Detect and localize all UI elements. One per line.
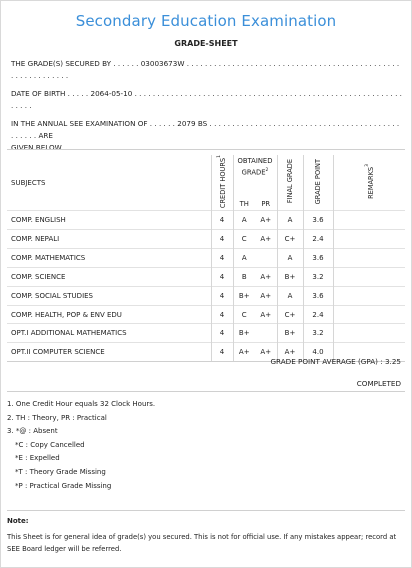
grade-point: 3.2: [303, 267, 333, 286]
pr-header: PR: [261, 200, 271, 209]
divider: [7, 149, 405, 150]
grade-point: 3.2: [303, 324, 333, 343]
grade-point: 4.0: [303, 343, 333, 362]
theory-grade: A: [233, 248, 255, 267]
credit-hours: 4: [211, 286, 233, 305]
remarks: [333, 286, 405, 305]
final-grade: B+: [277, 324, 303, 343]
grade-point: 3.6: [303, 248, 333, 267]
theory-grade: B+: [233, 286, 255, 305]
symbol-number: 03003673W: [140, 59, 185, 68]
grade-secured-label: THE GRADE(S) SECURED BY . . . . . .: [11, 59, 139, 68]
practical-grade: A+: [255, 211, 277, 230]
grade-point: 3.6: [303, 211, 333, 230]
annual-dots: . . . . . . . . . . . . . . . . . . . . . . . . . . . . . . . . . . . . . . . . . . . . . . . .: [11, 119, 400, 140]
table-row: [7, 305, 405, 324]
remarks-header: REMARKS$^3$: [333, 155, 405, 211]
credit-hours: 4: [211, 343, 233, 362]
final-grade: A: [277, 211, 303, 230]
final-grade: B+: [277, 267, 303, 286]
subject-name: COMP. SCIENCE: [7, 267, 211, 286]
table-row: [7, 286, 405, 305]
grade-sheet-heading: GRADE-SHEET: [174, 39, 238, 48]
grade-secured-dots: . . . . . . . . . . . . . . . . . . . . . . . . . . . . . . . . . . . . . . . . . . . . . . . . . . . . . . . . . . . .: [11, 59, 400, 80]
disclaimer-text: This Sheet is for general idea of grade(s) you secured. This is not for official use. If any mistakes appear; record at SEE Board ledger will be referred.: [7, 533, 397, 553]
table-row: [7, 211, 405, 230]
practical-grade: [255, 248, 277, 267]
practical-grade: A+: [255, 286, 277, 305]
grade-point: 2.4: [303, 305, 333, 324]
final-grade: A: [277, 248, 303, 267]
subjects-header: SUBJECTS: [11, 178, 46, 187]
theory-grade: C: [233, 230, 255, 249]
remarks: [333, 267, 405, 286]
are-word: ARE: [38, 131, 53, 140]
footnote-credit-hour: 1. One Credit Hour equals 32 Clock Hours.: [7, 400, 156, 408]
practical-grade: [255, 324, 277, 343]
grade-secured-by-line: [11, 58, 403, 82]
table-header-row: [7, 155, 405, 198]
practical-grade: A+: [255, 343, 277, 362]
annual-label: IN THE ANNUAL SEE EXAMINATION OF . . . . . .: [11, 119, 175, 128]
divider: [7, 391, 405, 392]
subject-name: COMP. SOCIAL STUDIES: [7, 286, 211, 305]
table-row: [7, 248, 405, 267]
th-header: TH: [233, 198, 255, 211]
footnotes: [7, 398, 155, 493]
subject-name: OPT.I ADDITIONAL MATHEMATICS: [7, 324, 211, 343]
date-of-birth: 2064-05-10: [90, 89, 133, 98]
note-label: Note:: [7, 517, 29, 525]
subject-name: COMP. MATHEMATICS: [7, 248, 211, 267]
final-grade: A+: [277, 343, 303, 362]
credit-hours: 4: [211, 267, 233, 286]
footnote-theory-missing: *T : Theory Grade Missing: [15, 467, 106, 476]
footnote-expelled: *E : Expelled: [15, 454, 60, 463]
credit-hours: 4: [211, 305, 233, 324]
dob-label: DATE OF BIRTH . . . . .: [11, 89, 89, 98]
gpa-label: GRADE POINT AVERAGE (GPA) :: [270, 357, 383, 366]
table-row: [7, 230, 405, 249]
remarks: [333, 211, 405, 230]
status-text: COMPLETED: [356, 379, 401, 388]
subject-name: COMP. NEPALI: [7, 230, 211, 249]
table-row: [7, 324, 405, 343]
subject-name: COMP. HEALTH, POP & ENV EDU: [7, 305, 211, 324]
final-grade-header: FINAL GRADE: [277, 155, 303, 211]
grades-table: [7, 155, 405, 362]
footnote-copy-cancelled: *C : Copy Cancelled: [15, 440, 85, 449]
subject-name: OPT.II COMPUTER SCIENCE: [7, 343, 211, 362]
final-grade: C+: [277, 305, 303, 324]
credit-hours: 4: [211, 324, 233, 343]
practical-grade: A+: [255, 230, 277, 249]
grade-point: 3.6: [303, 286, 333, 305]
credit-hours: 4: [211, 211, 233, 230]
remarks: [333, 230, 405, 249]
footnote-practical-missing: *P : Practical Grade Missing: [15, 481, 112, 490]
table-row: [7, 267, 405, 286]
theory-grade: C: [233, 305, 255, 324]
credit-hours: 4: [211, 248, 233, 267]
practical-grade: A+: [255, 267, 277, 286]
remarks: [333, 324, 405, 343]
theory-grade: A: [233, 211, 255, 230]
footnote-absent: 3. *@ : Absent: [7, 427, 58, 436]
subject-name: COMP. ENGLISH: [7, 211, 211, 230]
dob-dots: . . . . . . . . . . . . . . . . . . . . . . . . . . . . . . . . . . . . . . . . . . . . . . . . . . . . . . . . . . . . . . . .: [11, 89, 402, 110]
theory-grade: B: [233, 267, 255, 286]
gpa-value: 3.25: [384, 357, 401, 366]
credit-hours-header: CREDIT HOURS$^1$: [211, 155, 233, 211]
grade-point: 2.4: [303, 230, 333, 249]
theory-grade: B+: [233, 324, 255, 343]
footnote-th-pr: 2. TH : Theory, PR : Practical: [7, 413, 107, 422]
credit-hours: 4: [211, 230, 233, 249]
exam-title: Secondary Education Examination: [75, 12, 337, 30]
date-of-birth-line: [11, 88, 403, 112]
grade-point-header: GRADE POINT: [303, 155, 333, 211]
divider: [7, 510, 405, 511]
remarks: [333, 305, 405, 324]
theory-grade: A+: [233, 343, 255, 362]
exam-year: 2079 BS: [177, 119, 208, 128]
given-below: GIVEN BELOW . . .: [11, 143, 76, 152]
final-grade: C+: [277, 230, 303, 249]
gpa-line: [270, 357, 401, 366]
obtained-grade-header: OBTAINED GRADE$^2$: [233, 155, 277, 198]
final-grade: A: [277, 286, 303, 305]
remarks: [333, 248, 405, 267]
practical-grade: A+: [255, 305, 277, 324]
